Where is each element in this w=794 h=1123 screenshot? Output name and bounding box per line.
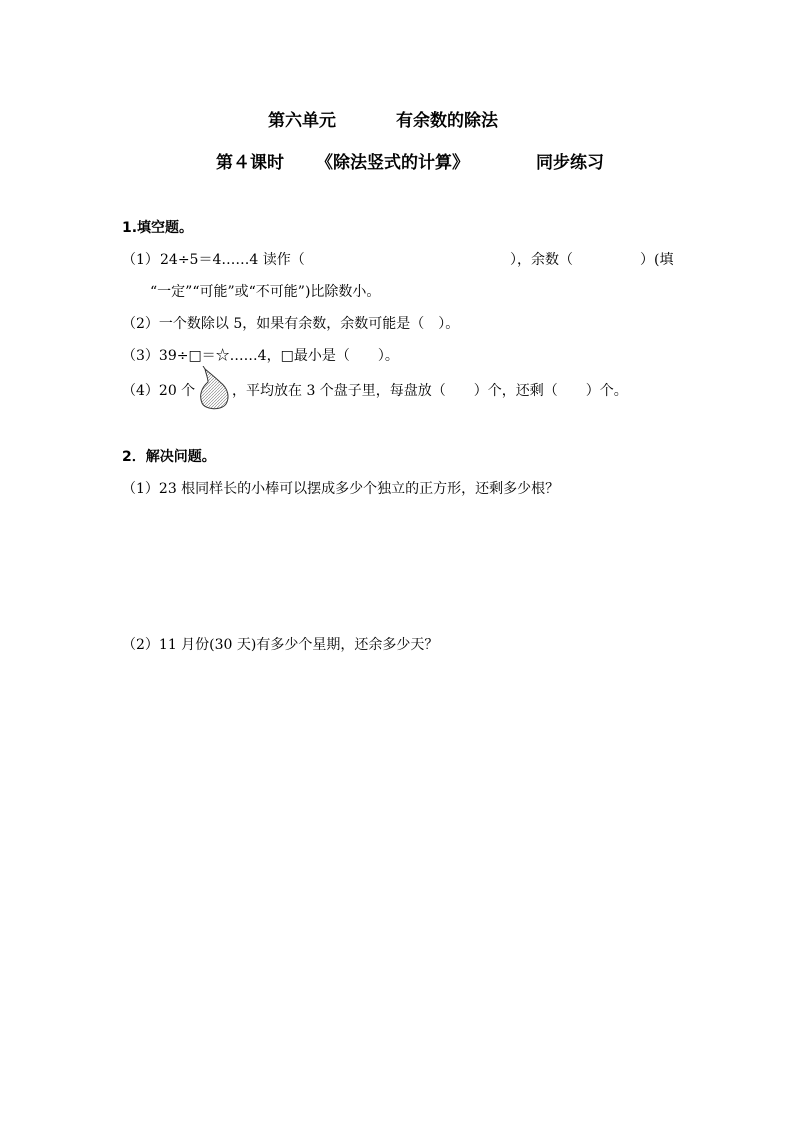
lesson-name: 《除法竖式的计算》 <box>316 153 469 173</box>
q3-fill: （3）39÷□＝☆……4，□最小是（ ）。 <box>122 348 399 364</box>
q1-reading-close: ），余数（ <box>510 252 573 268</box>
q1-tail: ）(填 <box>640 252 674 268</box>
section1-heading: 1.填空题。 <box>122 220 194 236</box>
q4-fill-end: ，平均放在 3 个盘子里，每盘放（ ）个，还剩（ ）个。 <box>232 383 628 399</box>
problem2: （2）11 月份(30 天)有多少个星期，还余多少天？ <box>122 637 439 653</box>
q4-fill-start: （4）20 个 <box>122 383 196 399</box>
problem1: （1）23 根同样长的小棒可以摆成多少个独立的正方形，还剩多少根？ <box>122 481 560 497</box>
unit-title: 第六单元 <box>268 111 336 131</box>
section2-heading: 2．解决问题。 <box>122 449 216 465</box>
q1-continuation: “一定”“可能”或“不可能”)比除数小。 <box>150 284 381 300</box>
lesson-number: 第４课时 <box>216 153 284 173</box>
practice-label: 同步练习 <box>536 153 604 173</box>
q2-fill: （2）一个数除以 5，如果有余数，余数可能是（ ）。 <box>122 316 460 332</box>
pear-icon <box>196 366 232 412</box>
topic-title: 有余数的除法 <box>396 111 498 131</box>
q1-number: （1） <box>122 252 159 268</box>
q1-expression: 24÷5＝4……4 读作（ <box>160 252 305 268</box>
